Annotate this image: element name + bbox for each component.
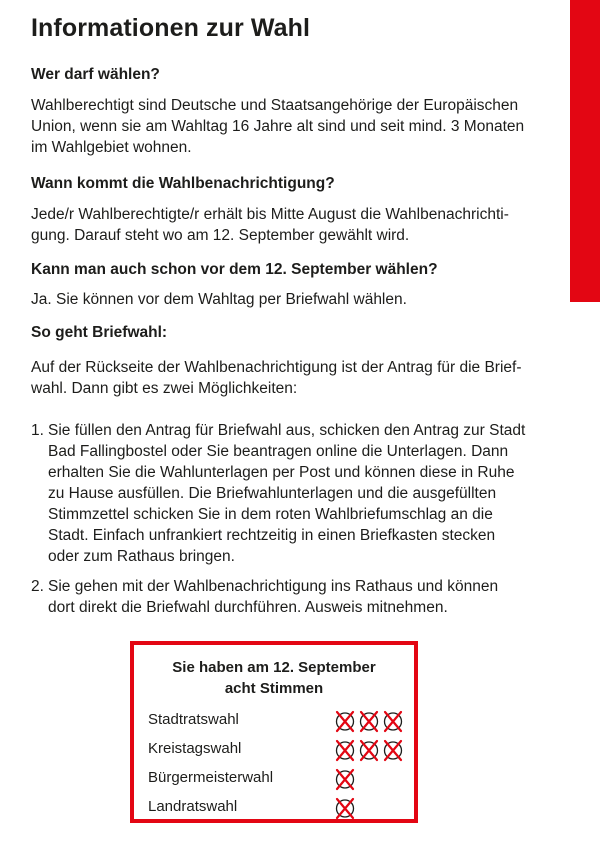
vote-row-stadtrat [148,709,408,733]
ballot-cross-icon [382,709,404,733]
list-line: Bad Fallingbostel oder Sie beantragen online die Unterlagen. Dann [48,443,509,460]
list-line: Sie füllen den Antrag für Briefwahl aus, schicken den Antrag zur Stadt [48,422,526,439]
question-notification: Wann kommt die Wahlbenachrichtigung? [31,175,335,192]
vote-label: Landratswahl [148,798,238,815]
red-edge-bar [570,0,600,302]
votes-box-title [134,657,414,699]
ballot-cross-icon [358,738,380,762]
answer-line: Union, wenn sie am Wahltag 16 Jahre alt sind und seit mind. 3 Monaten [31,118,525,135]
answer-line: gung. Darauf steht wo am 12. September gewählt wird. [31,227,410,244]
list-line: erhalten Sie die Wahlunterlagen per Post und können diese in Ruhe [48,464,515,481]
list-number: 1. [31,422,44,439]
list-line: dort direkt die Briefwahl durchführen. Ausweis mitnehmen. [48,599,448,616]
ballot-cross-icon [334,709,356,733]
question-who-can-vote: Wer darf wählen? [31,66,160,83]
list-line: Sie gehen mit der Wahlbenachrichtigung ins Rathaus und können [48,578,499,595]
votes-box [130,641,418,823]
answer-line: Wahlberechtigt sind Deutsche und Staatsangehörige der Europäischen [31,97,519,114]
page-title: Informationen zur Wahl [31,14,311,42]
vote-marks [334,767,358,791]
ballot-cross-icon [334,767,356,791]
votes-box-title-line: Sie haben am 12. September [172,659,376,676]
postal-vote-options [31,420,571,618]
answer-early-voting [31,289,571,310]
vote-row-buergermeister [148,767,408,791]
list-item [31,576,571,618]
votes-box-title-line: acht Stimmen [224,680,324,697]
question-early-voting: Kann man auch schon vor dem 12. September wählen? [31,261,438,278]
vote-row-kreistag [148,738,408,762]
ballot-cross-icon [334,796,356,820]
ballot-cross-icon [358,709,380,733]
list-item [31,420,571,567]
list-line: zu Hause ausfüllen. Die Briefwahlunterlagen und die ausgefüllten [48,485,497,502]
list-line: Stimmzettel schicken Sie in dem roten Wahlbriefumschlag an die [48,506,493,523]
answer-who-can-vote [31,95,571,158]
vote-marks [334,709,406,733]
question-postal-vote: So geht Briefwahl: [31,324,168,341]
vote-marks [334,796,358,820]
answer-line: Jede/r Wahlberechtigte/r erhält bis Mitte August die Wahlbenachrichti- [31,206,509,223]
list-line: Stadt. Einfach unfrankiert rechtzeitig in einen Briefkasten stecken [48,527,496,544]
vote-label: Kreistagswahl [148,740,242,757]
answer-line: Ja. Sie können vor dem Wahltag per Briefwahl wählen. [31,291,407,308]
ballot-cross-icon [334,738,356,762]
vote-label: Stadtratswahl [148,711,239,728]
list-number: 2. [31,578,44,595]
answer-line: im Wahlgebiet wohnen. [31,139,192,156]
answer-notification [31,204,571,246]
vote-label: Bürgermeisterwahl [148,769,274,786]
vote-row-landrat [148,796,408,820]
answer-postal-vote [31,357,571,399]
answer-line: wahl. Dann gibt es zwei Möglichkeiten: [31,380,298,397]
ballot-cross-icon [382,738,404,762]
vote-marks [334,738,406,762]
list-line: oder zum Rathaus bringen. [48,548,235,565]
answer-line: Auf der Rückseite der Wahlbenachrichtigung ist der Antrag für die Brief- [31,359,522,376]
